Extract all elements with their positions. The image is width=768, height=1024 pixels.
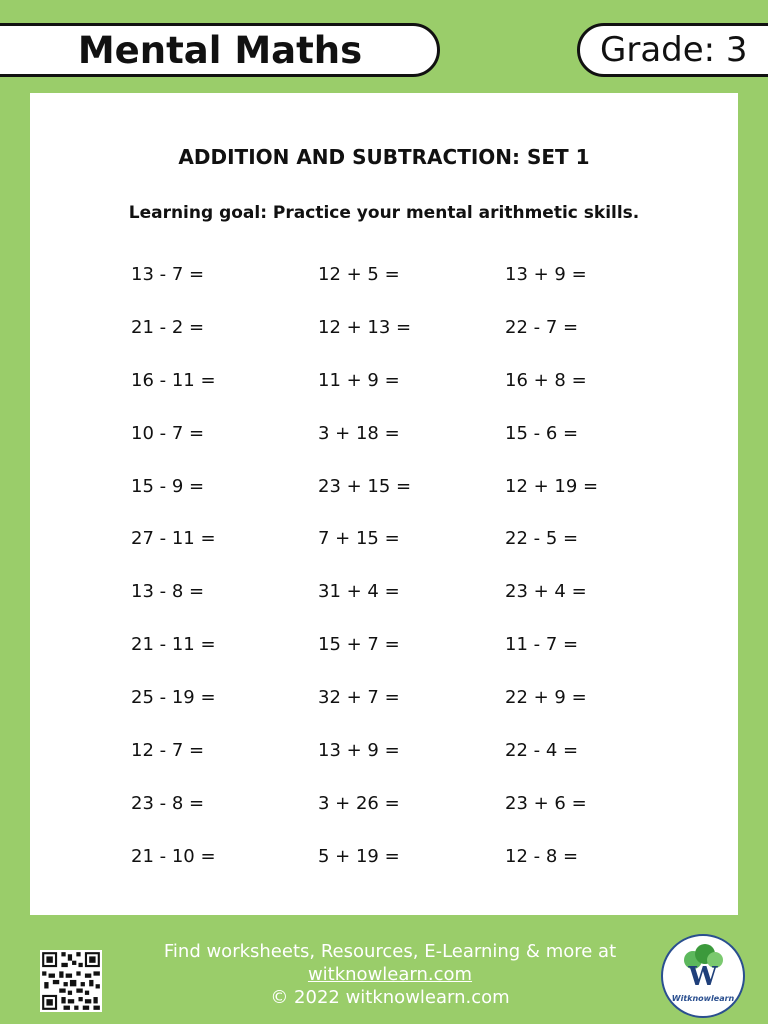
brand-logo [661,934,745,1018]
footer-copyright: © 2022 witknowlearn.com [270,987,510,1008]
math-problem: 13 - 8 = [131,581,205,603]
problem-grid [131,264,692,899]
math-problem: 12 + 5 = [318,264,400,285]
math-problem: 13 + 9 = [505,264,587,285]
math-problem: 23 - 8 = [131,792,205,814]
math-problem: 12 - 7 = [131,740,205,762]
math-problem: 22 - 4 = [505,740,579,762]
math-problem: 3 + 26 = [318,792,400,814]
math-problem: 12 - 8 = [505,845,579,867]
page-title: Mental Maths [77,28,363,72]
math-problem: 10 - 7 = [131,422,205,444]
logo-name: Witknowlearn [671,994,735,1003]
math-problem: 22 - 7 = [505,316,579,338]
title-banner [0,23,440,77]
math-problem: 23 + 6 = [505,792,587,814]
math-problem: 25 - 19 = [131,687,216,709]
math-problem: 15 - 9 = [131,475,205,497]
math-problem: 22 - 5 = [505,528,579,550]
math-problem: 21 - 10 = [131,845,216,867]
logo-letter: W [688,962,718,992]
math-problem: 23 + 4 = [505,581,587,603]
math-problem: 16 - 11 = [131,369,216,391]
math-problem: 27 - 11 = [131,528,216,550]
math-problem: 7 + 15 = [318,528,400,550]
math-problem: 31 + 4 = [318,581,400,603]
math-problem: 11 - 7 = [505,634,579,656]
footer [130,940,650,1009]
math-problem: 16 + 8 = [505,369,587,391]
grade-label: Grade: 3 [600,30,748,70]
qr-code-icon [40,950,102,1012]
math-problem: 13 - 7 = [131,264,205,285]
math-problem: 13 + 9 = [318,740,400,762]
math-problem: 3 + 18 = [318,422,400,444]
footer-website-link[interactable]: witknowlearn.com [307,964,473,985]
math-problem: 11 + 9 = [318,369,400,391]
math-problem: 22 + 9 = [505,687,587,709]
math-problem: 5 + 19 = [318,845,400,867]
math-problem: 23 + 15 = [318,475,412,497]
footer-tagline: Find worksheets, Resources, E-Learning & more at [163,941,617,962]
set-title: ADDITION AND SUBTRACTION: SET 1 [178,145,590,169]
math-problem: 21 - 11 = [131,634,216,656]
math-problem: 12 + 13 = [318,316,412,338]
math-problem: 12 + 19 = [505,475,599,497]
grade-banner [577,23,768,77]
math-problem: 15 - 6 = [505,422,579,444]
math-problem: 15 + 7 = [318,634,400,656]
learning-goal: Learning goal: Practice your mental arithmetic skills. [128,203,640,223]
math-problem: 32 + 7 = [318,687,400,709]
worksheet [30,93,738,915]
math-problem: 21 - 2 = [131,316,205,338]
